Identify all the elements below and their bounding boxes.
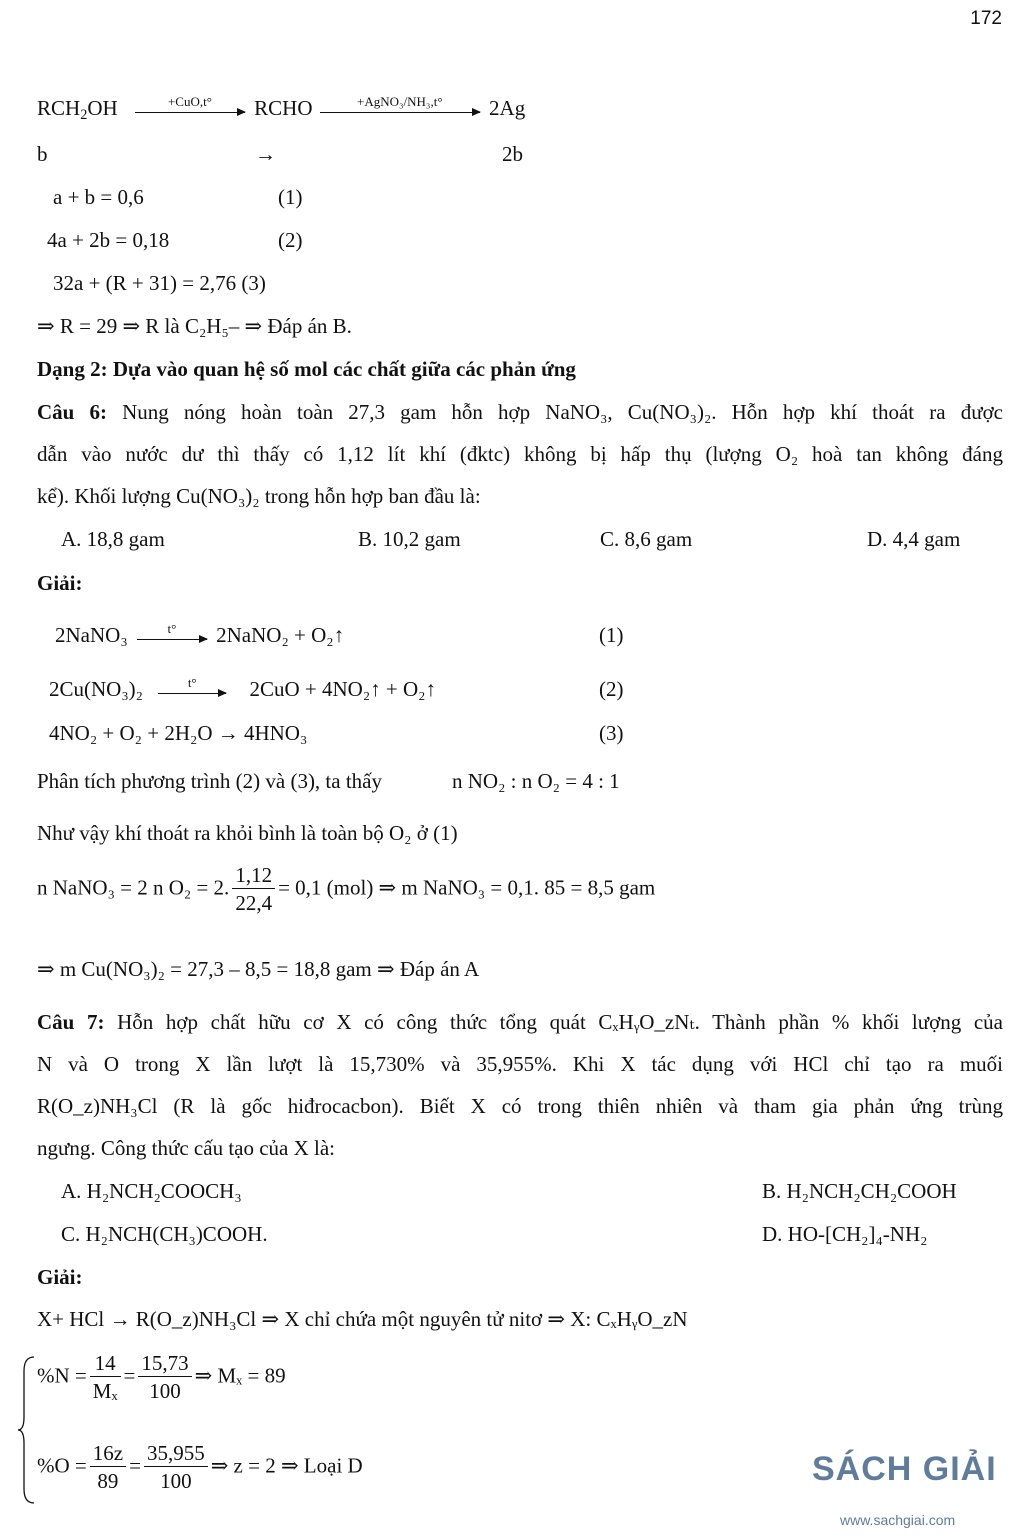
q7-line-4: ngưng. Công thức cấu tạo của X là: — [37, 1136, 336, 1160]
q6-option-d: D. 4,4 gam — [867, 527, 961, 551]
q6-reaction-3-tag: (3) — [599, 721, 624, 745]
q7-option-a: A. H₂NCH₂COOCH₃ — [61, 1179, 242, 1203]
q7-line-3: R(O_z)NH₃Cl (R là gốc hiđrocacbon). Biết X có trong thiên nhiên và tham gia phản ứng trùng — [37, 1094, 1003, 1118]
mole-2b: 2b — [502, 142, 523, 166]
q6-solution-label: Giải: — [37, 571, 83, 595]
equation-2: 4a + 2b = 0,18 — [47, 228, 170, 252]
equation-1-tag: (1) — [278, 185, 303, 209]
q6-mole-ratio: n NO₂ : n O₂ = 4 : 1 — [452, 769, 620, 793]
system-brace — [18, 1355, 36, 1505]
reactant-rch2oh: $RCH_2OH$ — [37, 96, 118, 123]
page-number: 172 — [970, 8, 1002, 29]
q6-reaction-2: 2Cu(NO₃)₂ t° 2CuO + 4NO₂↑ + O₂↑ — [49, 674, 436, 701]
product-rcho: RCHO — [254, 96, 313, 120]
heat-arrow: t° — [137, 637, 207, 638]
q6-option-b: B. 10,2 gam — [358, 527, 461, 551]
reaction-arrow-cuo: +CuO,t° — [135, 110, 245, 111]
result-line: ⇒ R = 29 ⇒ R là C₂H₅– ⇒ Đáp án B. — [37, 314, 352, 338]
q7-solution-label: Giải: — [37, 1265, 83, 1289]
q7-label: Câu 7: — [37, 1010, 105, 1034]
fraction-o-mass: $\frac{16z}{89}$ — [90, 1440, 126, 1496]
q6-reaction-1-tag: (1) — [599, 623, 624, 647]
q6-calc-1: n NaNO₃ = 2 n O₂ = 2. $\frac{1,12}{22,4}$ = 0,1 (mol) ⇒ m NaNO₃ = 0,1. 85 = 8,5 gam — [37, 862, 655, 918]
q6-line-1: Câu 6: Nung nóng hoàn toàn 27,3 gam hỗn hợp NaNO₃, Cu(NO₃)₂. Hỗn hợp khí thoát ra được — [37, 400, 1003, 424]
q7-line-1: Câu 7: Hỗn hợp chất hữu cơ X có công thức tổng quát CₓHᵧO_zNₜ. Thành phần % khối lượng của — [37, 1010, 1003, 1034]
q7-option-c: C. H₂NCH(CH₃)COOH. — [61, 1222, 268, 1246]
mole-arrow: → — [255, 142, 276, 166]
alcohol-oxidation-equation — [37, 93, 526, 123]
q6-reaction-3: 4NO₂ + O₂ + 2H₂O → 4HNO₃ — [49, 721, 308, 745]
watermark-logo-text: SÁCH GIẢI — [812, 1450, 997, 1488]
q6-label: Câu 6: — [37, 400, 107, 424]
q7-solution-line-1: X+ HCl → R(O_z)NH₃Cl ⇒ X chỉ chứa một nguyên tử nitơ ⇒ X: CₓHᵧO_zN — [37, 1307, 688, 1331]
reaction-arrow-agno3: +AgNO₃/NH₃,t° — [320, 110, 480, 111]
q6-reaction-2-tag: (2) — [599, 677, 624, 701]
heat-arrow: t° — [158, 691, 226, 692]
section-heading: Dạng 2: Dựa vào quan hệ số mol các chất giữa các phản ứng — [37, 357, 576, 381]
q7-line-2: N và O trong X lần lượt là 15,730% và 35,955%. Khi X tác dụng với HCl chỉ tạo ra muối — [37, 1052, 1003, 1076]
q6-option-a: A. 18,8 gam — [61, 527, 165, 551]
q7-oxygen-equation: %O = $\frac{16z}{89}$ = $\frac{35,955}{100}$ ⇒ z = 2 ⇒ Loại D — [37, 1440, 363, 1496]
fraction-volume: $\frac{1,12}{22,4}$ — [232, 862, 275, 918]
fraction-n-mass: $\frac{14}{\text{Mₓ}}$ — [90, 1350, 121, 1406]
q6-analysis: Phân tích phương trình (2) và (3), ta thấy — [37, 769, 382, 793]
q7-option-b: B. H₂NCH₂CH₂COOH — [762, 1179, 957, 1203]
watermark-url: www.sachgiai.com — [840, 1512, 956, 1528]
mole-b: b — [37, 142, 48, 166]
q6-line-2: dẫn vào nước dư thì thấy có 1,12 lít khí (đktc) không bị hấp thụ (lượng O₂ hoà tan không đáng — [37, 442, 1003, 466]
equation-1: a + b = 0,6 — [53, 185, 144, 209]
q6-line-3: kể). Khối lượng Cu(NO₃)₂ trong hỗn hợp ban đầu là: — [37, 484, 481, 508]
q6-conclusion: Như vậy khí thoát ra khỏi bình là toàn bộ O₂ ở (1) — [37, 821, 458, 845]
q7-option-d: D. HO-[CH₂]₄-NH₂ — [762, 1222, 928, 1246]
q6-calc-2: ⇒ m Cu(NO₃)₂ = 27,3 – 8,5 = 18,8 gam ⇒ Đáp án A — [37, 957, 480, 981]
q6-option-c: C. 8,6 gam — [600, 527, 693, 551]
sachgiai-watermark — [812, 1450, 1012, 1530]
fraction-n-percent: $\frac{15,73}{100}$ — [138, 1350, 191, 1406]
fraction-o-percent: $\frac{35,955}{100}$ — [144, 1440, 208, 1496]
equation-3: 32a + (R + 31) = 2,76 (3) — [53, 271, 266, 295]
equation-2-tag: (2) — [278, 228, 303, 252]
product-ag: 2Ag — [489, 96, 526, 120]
q6-reaction-1: 2NaNO₃ t° 2NaNO₂ + O₂↑ — [55, 620, 345, 647]
q7-nitrogen-equation: %N = $\frac{14}{\text{Mₓ}}$ = $\frac{15,73}{100}$ ⇒ Mₓ = 89 — [37, 1350, 286, 1406]
